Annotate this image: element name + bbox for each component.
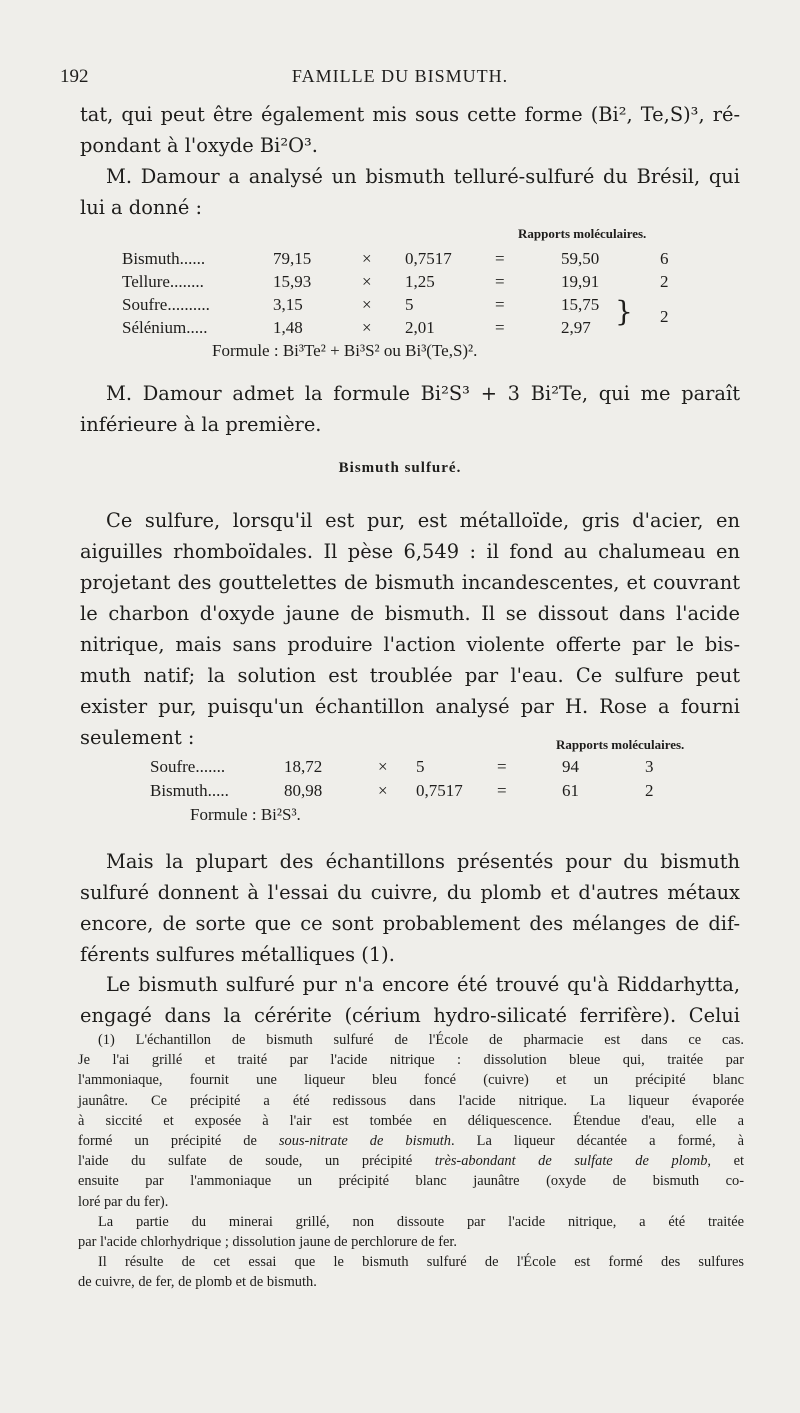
formula: Formule : Bi²S³.: [190, 805, 301, 824]
element-name: Tellure........: [122, 272, 204, 291]
table-row: [0, 781, 800, 803]
percent-value: 15,93: [273, 272, 312, 291]
running-head: [60, 66, 740, 92]
page-number: 192: [60, 66, 89, 87]
factor-value: 5: [405, 295, 414, 314]
percent-value: 79,15: [273, 249, 312, 268]
percent-value: 3,15: [273, 295, 303, 314]
footnote: La partie du minerai grillé, non dissoute par l'acide nitrique, a été traitée par l'acide chlorhydrique ; dissolution jaune de perchlorure de fer.: [78, 1213, 744, 1251]
equals-sign: =: [495, 272, 505, 291]
result-value: 59,50: [561, 249, 600, 268]
text-line: aiguilles rhomboïdales. Il pèse 6,549 : il fond au chalumeau en: [80, 540, 740, 563]
text-line: inférieure à la première.: [80, 413, 322, 436]
result-value: 61: [562, 781, 579, 800]
factor-value: 5: [416, 757, 425, 776]
text-line: pondant à l'oxyde Bi²O³.: [80, 134, 318, 157]
text-line: M. Damour admet la formule Bi²S³ + 3 Bi²Te, qui me paraît: [106, 382, 740, 405]
equals-sign: =: [497, 781, 507, 800]
percent-value: 80,98: [284, 781, 323, 800]
factor-value: 2,01: [405, 318, 435, 337]
ratio-value: 2: [645, 781, 654, 800]
ratio-value: 3: [645, 757, 654, 776]
element-name: Sélénium.....: [122, 318, 208, 337]
times-sign: ×: [362, 249, 372, 268]
result-value: 2,97: [561, 318, 591, 337]
result-value: 15,75: [561, 295, 600, 314]
table-row: [0, 318, 800, 340]
footnotes: [78, 1030, 744, 1293]
text-line: seulement :: [80, 726, 195, 749]
text-line: Ce sulfure, lorsqu'il est pur, est métalloïde, gris d'acier, en: [106, 509, 740, 532]
text-line: muth natif; la solution est troublée par l'eau. Ce sulfure peut: [80, 664, 740, 687]
percent-value: 18,72: [284, 757, 323, 776]
times-sign: ×: [378, 781, 388, 800]
ratio-value: 2: [660, 272, 669, 291]
times-sign: ×: [362, 272, 372, 291]
result-value: 19,91: [561, 272, 600, 291]
paragraph-damour-formula: [80, 378, 740, 440]
factor-value: 1,25: [405, 272, 435, 291]
text-line: exister pur, puisqu'un échantillon analysé par H. Rose a fourni: [80, 695, 740, 718]
paragraph-sulfure-description: [80, 505, 740, 753]
times-sign: ×: [362, 295, 372, 314]
text-line: engagé dans la cérérite (cérium hydro-silicaté ferrifère). Celui: [80, 1004, 740, 1027]
text-line: lui a donné :: [80, 196, 203, 219]
table-row: [0, 757, 800, 779]
paragraph-mixtures: [80, 846, 740, 970]
text-line: tat, qui peut être également mis sous cette forme (Bi², Te,S)³, ré-: [80, 103, 740, 126]
factor-value: 0,7517: [416, 781, 463, 800]
text-line: M. Damour a analysé un bismuth telluré-sulfuré du Brésil, qui: [106, 165, 740, 188]
text-line: nitrique, mais sans produire l'action violente offerte par le bis-: [80, 633, 740, 656]
times-sign: ×: [362, 318, 372, 337]
table-row: [0, 295, 800, 317]
text-line: Mais la plupart des échantillons présentés pour du bismuth: [106, 850, 740, 873]
equals-sign: =: [497, 757, 507, 776]
table-header: Rapports moléculaires.: [556, 737, 685, 752]
paragraph-intro: [80, 99, 740, 161]
factor-value: 0,7517: [405, 249, 452, 268]
equals-sign: =: [495, 295, 505, 314]
paragraph-riddarhytta: [80, 969, 740, 1031]
running-title: FAMILLE DU BISMUTH.: [291, 66, 509, 86]
element-name: Soufre.......: [150, 757, 226, 776]
brace-icon: }: [615, 295, 633, 328]
text-line: férents sulfures métalliques (1).: [80, 943, 395, 966]
formula: Formule : Bi³Te² + Bi³S² ou Bi³(Te,S)².: [212, 341, 478, 360]
text-line: projetant des gouttelettes de bismuth incandescentes, et couvrant: [80, 571, 740, 594]
section-title: Bismuth sulfuré.: [338, 460, 462, 476]
text-line: le charbon d'oxyde jaune de bismuth. Il se dissout dans l'acide: [80, 602, 740, 625]
text-line: sulfuré donnent à l'essai du cuivre, du plomb et d'autres métaux: [80, 881, 740, 904]
paragraph-damour-analysis: [80, 161, 740, 223]
element-name: Bismuth.....: [150, 781, 229, 800]
percent-value: 1,48: [273, 318, 303, 337]
table-row: [0, 272, 800, 294]
text-line: Le bismuth sulfuré pur n'a encore été trouvé qu'à Riddarhytta,: [106, 973, 740, 996]
element-name: Bismuth......: [122, 249, 206, 268]
result-value: 94: [562, 757, 579, 776]
footnote: Il résulte de cet essai que le bismuth sulfuré de l'École est formé des sulfures de cuivre, de fer, de plomb et de bismuth.: [78, 1254, 744, 1291]
equals-sign: =: [495, 318, 505, 337]
table-header: Rapports moléculaires.: [518, 226, 647, 241]
table-row: [0, 249, 800, 271]
text-line: encore, de sorte que ce sont probablement des mélanges de dif-: [80, 912, 740, 935]
equals-sign: =: [495, 249, 505, 268]
ratio-value: 6: [660, 249, 669, 268]
times-sign: ×: [378, 757, 388, 776]
footnote: (1) L'échantillon de bismuth sulfuré de l'École de pharmacie est dans ce cas. Je l'ai grillé et traité par l'acide nitrique : dissolution bleue qui, traitée par l'ammoniaque, fournit une liqueur bleu foncé (cuivre) et un précipité blanc jaunâtre. Ce précipité a été redissous dans l'acide nitrique. La liqueur évaporée à siccité et exposée à l'air est tombée en déliquescence. Étendue d'eau, elle a formé un précipité de sous-nitrate de bismuth. La liqueur décantée a formé, à l'aide du sulfate de soude, un précipité très-abondant de sulfate de plomb, et ensuite par l'ammoniaque un précipité blanc jaunâtre (oxyde de bismuth co- loré par du fer).: [78, 1032, 744, 1210]
element-name: Soufre..........: [122, 295, 210, 314]
ratio-value: 2: [660, 307, 669, 326]
